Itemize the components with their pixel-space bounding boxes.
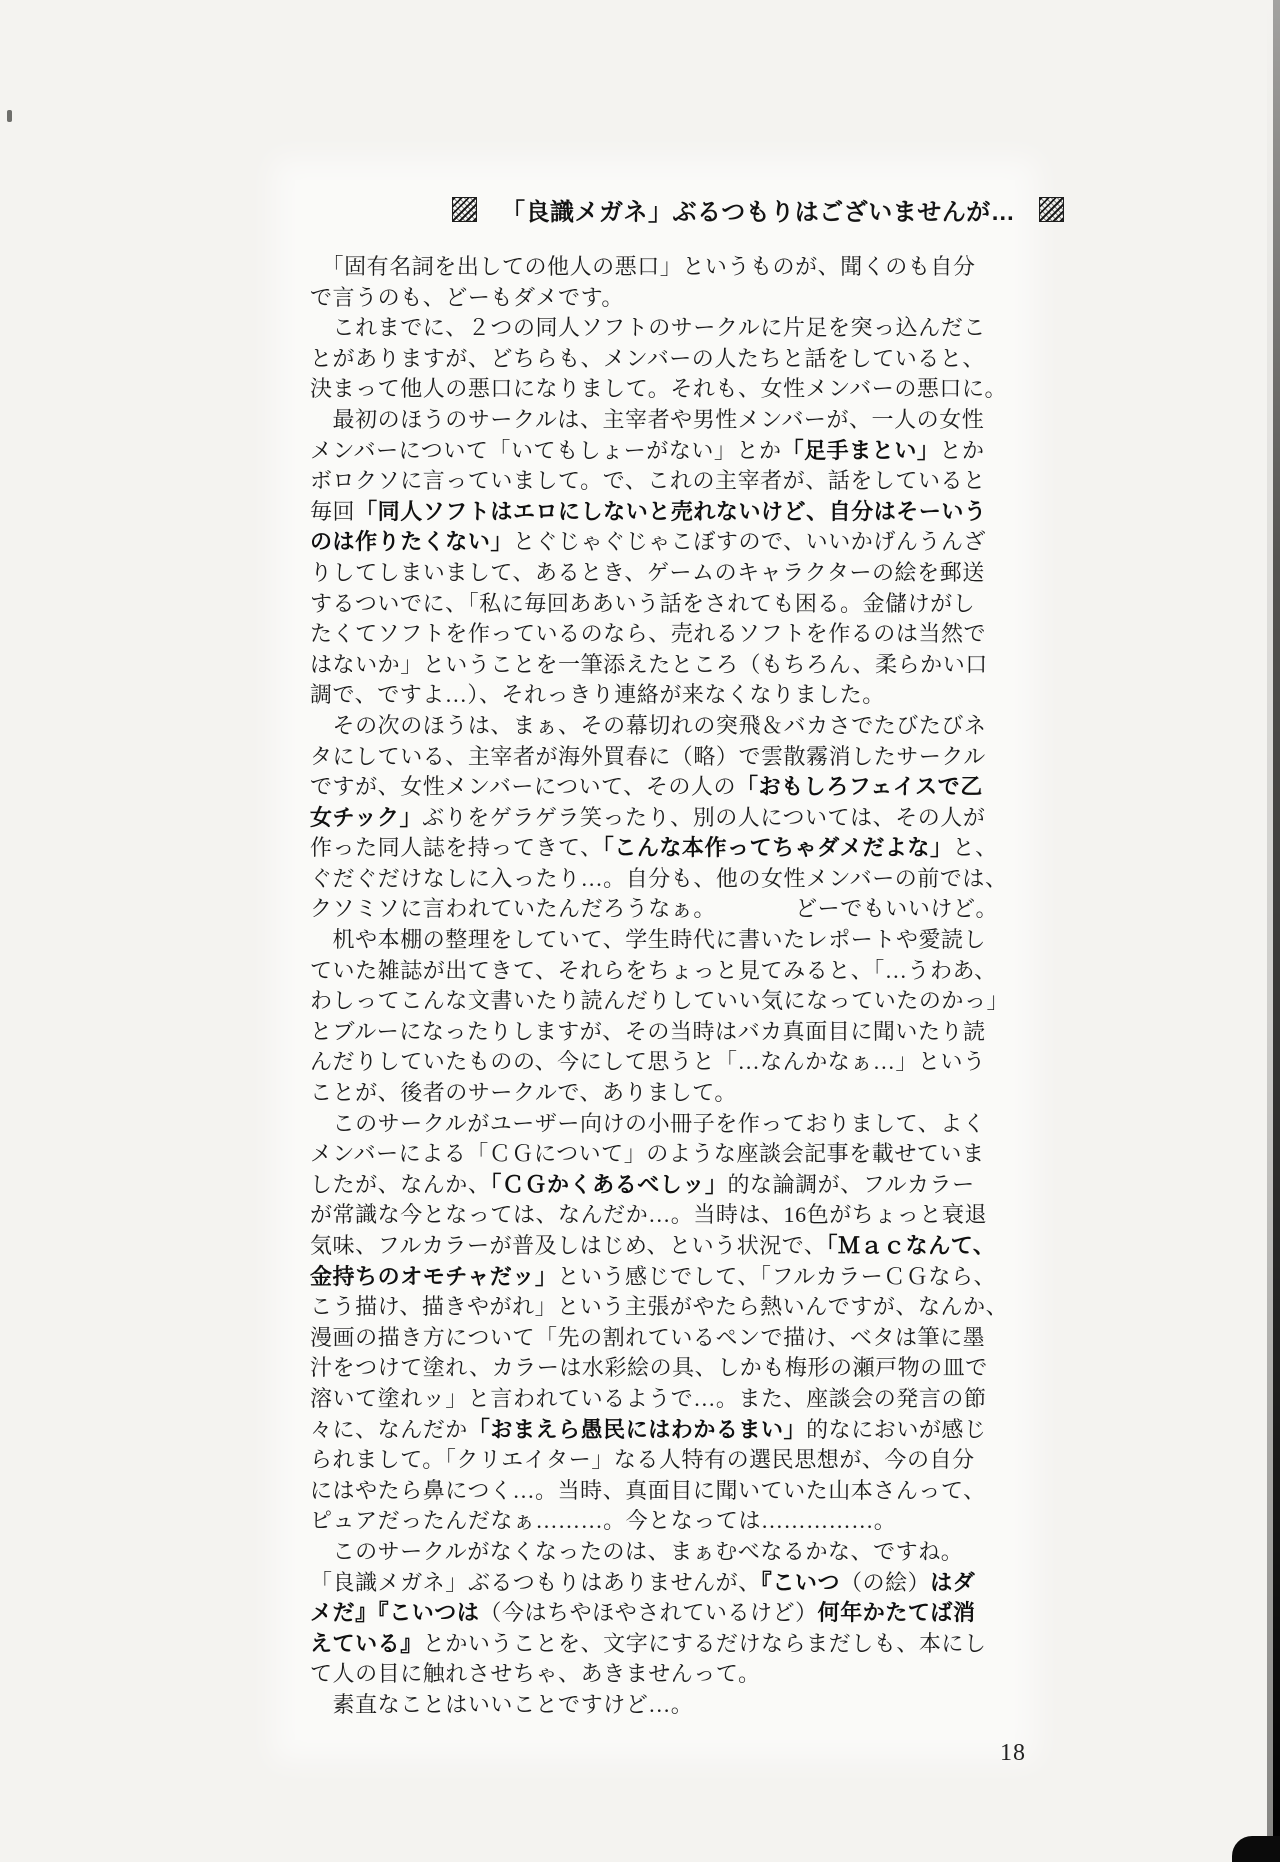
emphasized-text: 「足手まとい」 (781, 437, 940, 463)
body-text: ていた雑誌が出てきて、それらをちょっと見てみると、「…うわあ、 (310, 957, 997, 983)
body-text: が常識な今となっては、なんだか…。当時は、16色がちょっと衰退 (310, 1202, 988, 1228)
body-text: ですが、女性メンバーについて、その人の (310, 774, 737, 800)
emphasized-text: のは作りたくない」 (310, 529, 513, 555)
text-line (310, 1109, 1010, 1140)
text-line (310, 344, 1010, 375)
body-text: （の絵） (840, 1569, 931, 1595)
hatched-square-icon (1039, 197, 1064, 222)
text-line (310, 1659, 1010, 1690)
body-text: （今はちやほやされているけど） (479, 1600, 818, 1626)
text-line (310, 1598, 1010, 1629)
scan-edge-shadow (1273, 0, 1280, 1862)
text-line (310, 1292, 1010, 1323)
text-line (310, 558, 1010, 589)
text-line (310, 772, 1010, 803)
body-text: と、 (952, 835, 998, 861)
scan-corner-shadow (1232, 1836, 1280, 1862)
text-line (310, 1200, 1010, 1231)
emphasized-text: 女チック」 (310, 804, 423, 830)
body-text: にはやたら鼻につく…。当時、真面目に聞いていた山本さんって、 (310, 1477, 986, 1503)
text-line (310, 986, 1010, 1017)
body-text: ことが、後者のサークルで、ありまして。 (310, 1080, 737, 1106)
text-line (310, 1506, 1010, 1537)
text-line (310, 1415, 1010, 1446)
emphasized-text: 「こんな本作ってちゃダメだよな」 (602, 835, 953, 861)
text-line (310, 283, 1010, 314)
body-text: わしってこんな文書いたり読んだりしていい気になっていたのかっ」 (310, 988, 1010, 1014)
text-line (310, 956, 1010, 987)
body-text: んだりしていたものの、今にして思うと「…なんかなぁ…」という (310, 1049, 986, 1075)
emphasized-text: 「同人ソフトはエロにしないと売れないけど、自分はそーいう (355, 498, 987, 524)
body-text: するついでに、「私に毎回ああいう話をされても困る。金儲けがし (310, 590, 976, 616)
body-text: 素直なことはいいことですけど…。 (310, 1691, 694, 1717)
text-line (310, 313, 1010, 344)
text-line (310, 650, 1010, 681)
body-text: 机や本棚の整理をしていて、学生時代に書いたレポートや愛読し (310, 927, 987, 953)
text-line (310, 894, 1010, 925)
emphasized-text: えている』 (310, 1630, 423, 1656)
body-text: 気味、フルカラーが普及しはじめ、という状況で、 (310, 1233, 827, 1258)
text-line (310, 466, 1010, 497)
text-line (310, 1170, 1010, 1201)
text-line (310, 405, 1010, 436)
text-line (310, 527, 1010, 558)
text-line (310, 925, 1010, 956)
body-text: 汁をつけて塗れ、カラーは水彩絵の具、しかも梅形の瀬戸物の皿で (310, 1355, 988, 1381)
article-header (452, 192, 1064, 227)
text-line (310, 711, 1010, 742)
text-line (310, 1568, 1010, 1599)
body-text: このサークルがユーザー向けの小冊子を作っておりまして、よく (310, 1110, 986, 1136)
body-text: したが、なんか、 (310, 1171, 491, 1197)
body-text: 調で、ですよ…）、それっきり連絡が来なくなりました。 (310, 682, 885, 708)
text-line (310, 864, 1010, 895)
body-text: とぐじゃぐじゃこぼすので、いいかげんうんざ (512, 529, 987, 555)
page-number: 18 (1000, 1740, 1026, 1766)
body-text: とブルーになったりしますが、その当時はバカ真面目に聞いたり読 (310, 1018, 986, 1044)
text-line (310, 1323, 1010, 1354)
body-text: とか (939, 437, 985, 463)
emphasized-text: 「ＣＧかくあるべしッ」 (490, 1171, 728, 1197)
text-line (310, 1384, 1010, 1415)
text-line (310, 1629, 1010, 1660)
text-line (310, 374, 1010, 405)
text-line (310, 1047, 1010, 1078)
body-text: とかいうことを、文字にするだけならまだしも、本にし (422, 1630, 987, 1656)
text-line (310, 1139, 1010, 1170)
body-text: りしてしまいまして、あるとき、ゲームのキャラクターの絵を郵送 (310, 559, 985, 585)
body-text: られまして。「クリエイター」なる人特有の選民思想が、今の自分 (310, 1447, 975, 1473)
emphasized-text: 「おもしろフェイスで乙 (736, 774, 983, 800)
body-text: これまでに、２つの同人ソフトのサークルに片足を突っ込んだこ (310, 315, 986, 341)
emphasized-text: 金持ちのオモチャだッ」 (310, 1263, 558, 1289)
text-line (310, 1262, 1010, 1293)
body-text: て人の目に触れさせちゃ、あきませんって。 (310, 1661, 761, 1687)
text-line (310, 619, 1010, 650)
text-line (310, 497, 1010, 528)
body-text: ぶりをゲラゲラ笑ったり、別の人については、その人が (422, 804, 986, 830)
body-text: クソミソに言われていたんだろうなぁ。 どーでもいいけど。 (310, 896, 999, 922)
body-text: ぐだぐだけなしに入ったり…。自分も、他の女性メンバーの前では、 (310, 865, 1008, 891)
text-line (310, 1078, 1010, 1109)
body-text: で言うのも、どーもダメです。 (310, 284, 624, 310)
body-text: 「固有名詞を出しての他人の悪口」というものが、聞くのも自分 (310, 254, 976, 279)
emphasized-text: 何年かたてば消 (817, 1600, 976, 1626)
body-text: その次のほうは、まぁ、その幕切れの突飛＆バカさでたびたびネ (310, 712, 987, 738)
article-body (310, 252, 1010, 1721)
article-title: 「良識メガネ」ぶるつもりはございませんが… (501, 199, 1016, 226)
text-line (310, 742, 1010, 773)
body-text: このサークルがなくなったのは、まぁむべなるかな、ですね。 (310, 1538, 964, 1564)
text-line (310, 1537, 1010, 1568)
text-line (310, 1231, 1010, 1262)
body-text: 「良識メガネ」ぶるつもりはありませんが、 (310, 1569, 761, 1595)
emphasized-text: 「おまえら愚民にはわかるまい」 (467, 1416, 807, 1442)
text-line (310, 1476, 1010, 1507)
text-line (310, 833, 1010, 864)
body-text: 漫画の描き方について「先の割れているペンで描け、ベタは筆に墨 (310, 1324, 986, 1350)
body-text: 最初のほうのサークルは、主宰者や男性メンバーが、一人の女性 (310, 406, 985, 432)
body-text: 毎回 (310, 498, 356, 524)
scan-speck (7, 110, 12, 122)
text-line (310, 680, 1010, 711)
body-text: ボロクソに言っていまして。で、これの主宰者が、話をしていると (310, 468, 986, 494)
body-text: メンバーによる「ＣＧについて」のような座談会記事を載せていま (310, 1141, 985, 1167)
body-text: はないか」ということを一筆添えたところ（もちろん、柔らかい口 (310, 651, 988, 677)
text-line (310, 1445, 1010, 1476)
text-line (310, 1690, 1010, 1721)
hatched-square-icon (452, 197, 477, 222)
body-text: 作った同人誌を持ってきて、 (310, 835, 603, 861)
text-line (310, 1353, 1010, 1384)
body-text: 溶いて塗れッ」と言われているようで…。また、座談会の発言の節 (310, 1385, 987, 1411)
text-line (310, 252, 1010, 283)
body-text: とがありますが、どちらも、メンバーの人たちと話をしていると、 (310, 345, 985, 371)
body-text: ピュアだったんだなぁ………。今となっては……………。 (310, 1508, 897, 1534)
body-text: 々に、なんだか (310, 1416, 468, 1442)
body-text: こう描け、描きやがれ」という主張がやたら熱いんですが、なんか、 (310, 1294, 1009, 1320)
body-text: タにしている、主宰者が海外買春に（略）で雲散霧消したサークル (310, 743, 986, 769)
emphasized-text: 「Ｍａｃなんて、 (826, 1233, 996, 1258)
body-text: という感じでして、「フルカラーＣＧなら、 (557, 1263, 997, 1289)
text-line (310, 1017, 1010, 1048)
body-text: たくてソフトを作っているのなら、売れるソフトを作るのは当然で (310, 621, 987, 647)
text-line (310, 436, 1010, 467)
text-line (310, 803, 1010, 834)
body-text: 的な論調が、フルカラー (727, 1171, 975, 1197)
body-text: メンバーについて「いてもしょーがない」とか (310, 437, 782, 463)
emphasized-text: はダ (930, 1569, 976, 1595)
body-text: 決まって他人の悪口になりまして。それも、女性メンバーの悪口に。 (310, 376, 1008, 402)
emphasized-text: 『こいつ (760, 1569, 840, 1595)
text-line (310, 589, 1010, 620)
body-text: 的なにおいが感じ (806, 1416, 987, 1442)
emphasized-text: メだ』『こいつは (310, 1600, 480, 1626)
